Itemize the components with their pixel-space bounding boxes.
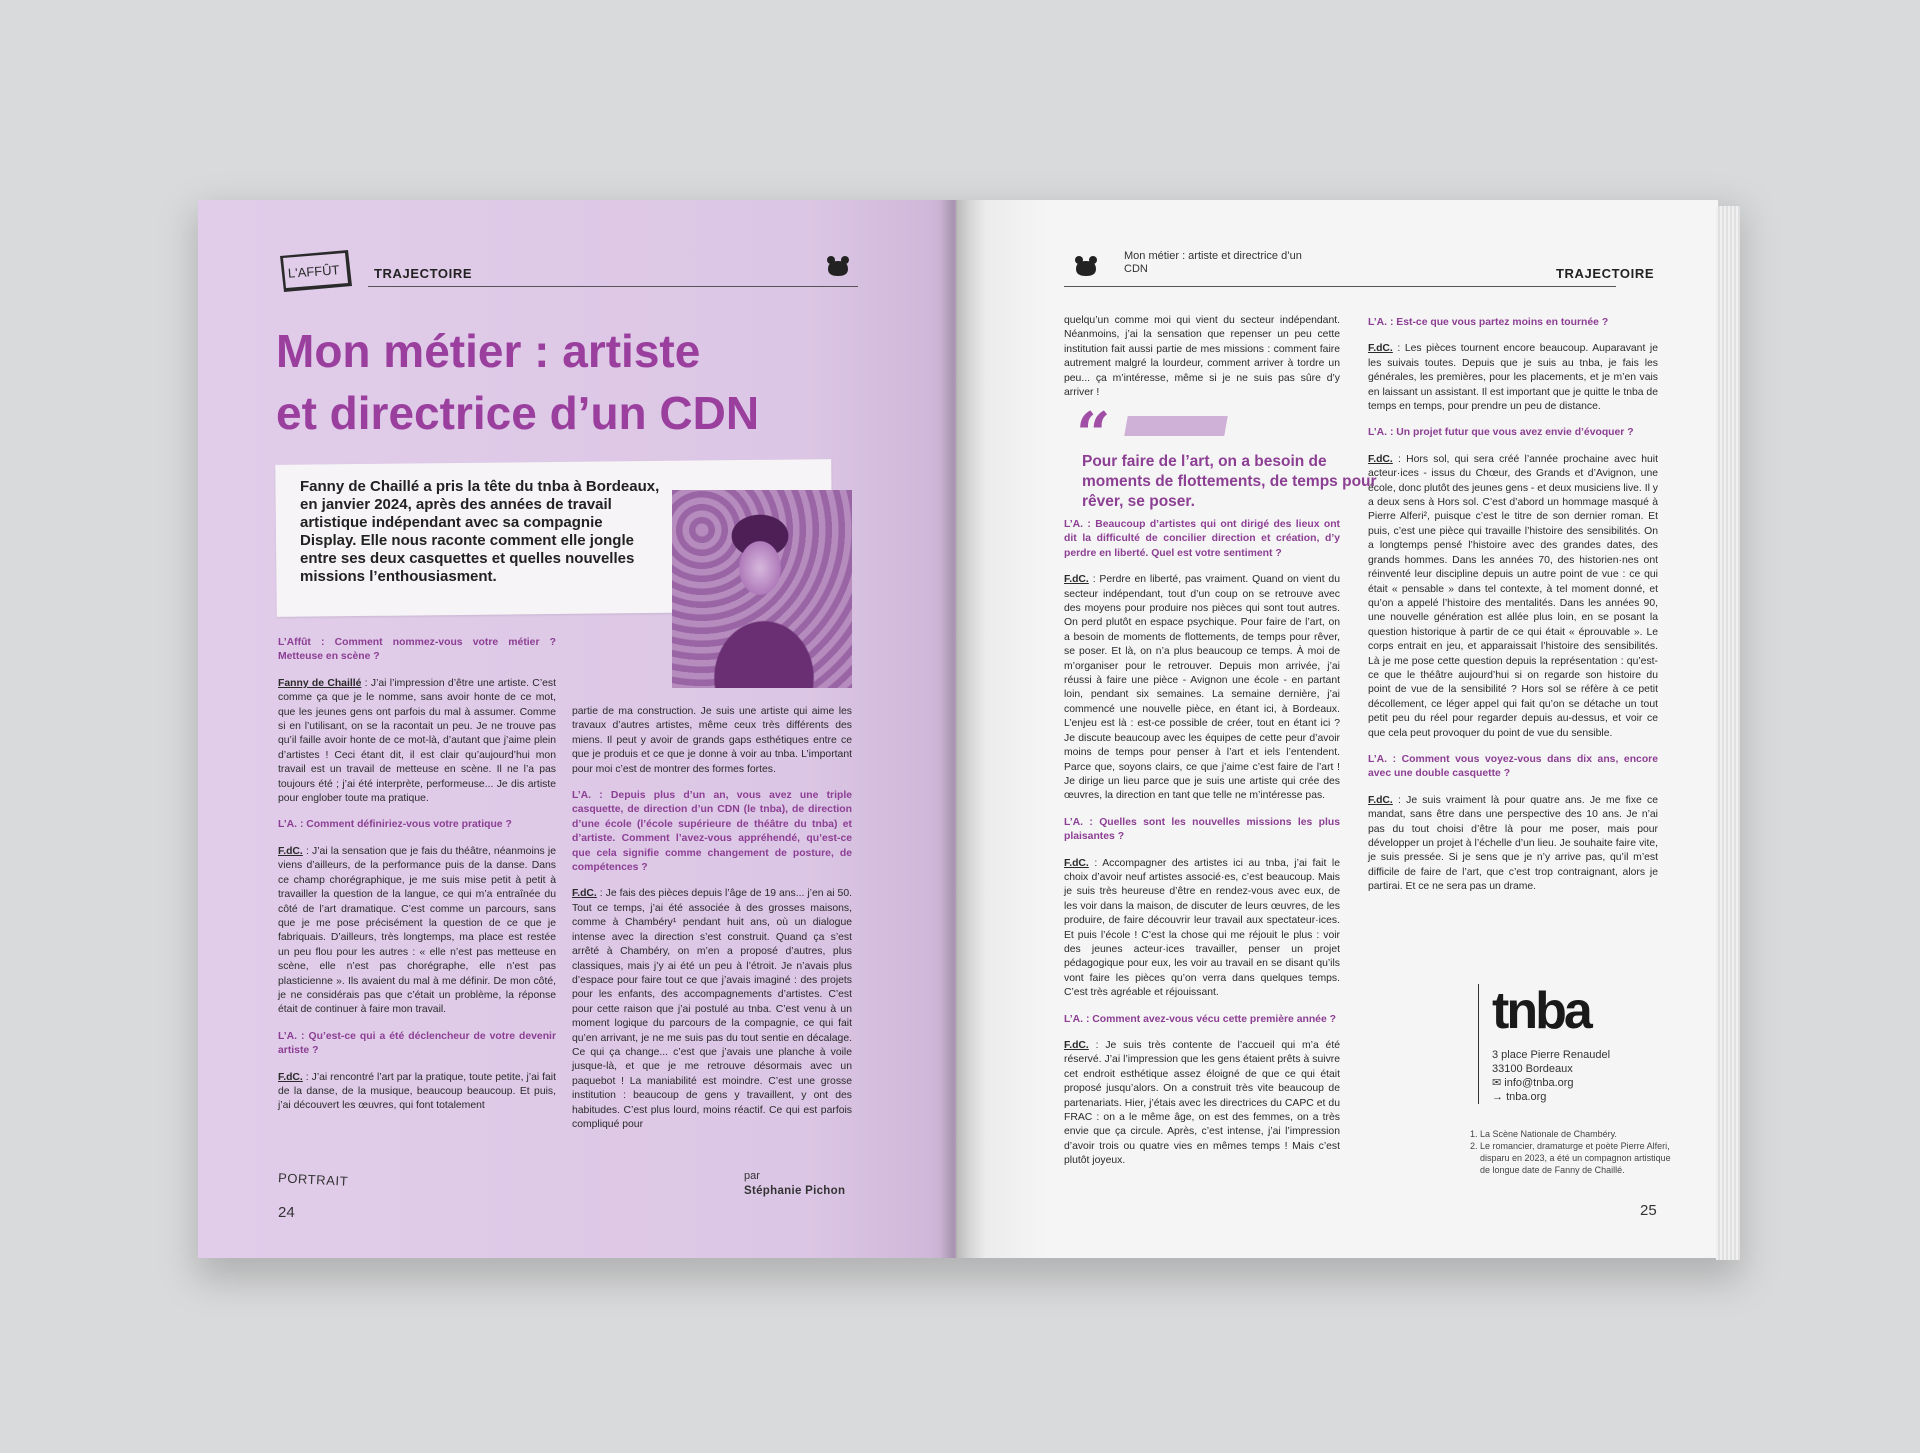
speaker: F.dC. (1064, 1040, 1089, 1051)
left-column-1 (278, 636, 556, 1126)
answer: : J’ai rencontré l’art par la pratique, toute petite, j’ai fait de la danse, de la musique, beaucoup beaucoup. Et puis, j’ai découvert les œuvres, qui font totalement (278, 1071, 556, 1112)
question: L’A. : Quelles sont les nouvelles missions les plus plaisantes ? (1064, 816, 1340, 843)
question: L’A. : Comment vous voyez-vous dans dix ans, encore avec une double casquette ? (1368, 753, 1658, 780)
portrait-photo (672, 490, 852, 688)
address-rule (1478, 984, 1479, 1104)
by-label: par (744, 1170, 760, 1182)
quote-icon: “ (1076, 400, 1111, 470)
footer-label: PORTRAIT (277, 1170, 349, 1189)
author-name: Stéphanie Pichon (744, 1185, 846, 1197)
right-column-1-top (1064, 314, 1340, 412)
speaker: F.dC. (278, 1071, 303, 1083)
answer: : Hors sol, qui sera créé l’année prochaine avec huit acteur·ices - issus du Chœur, des Grands et d’Avignon, une école, donc plutôt des jeunes gens - et deux musiciens live. Il y a deux sens à Hors sol. C’est d’abord un hommage masqué à Pierre Alferi², puisque c’est le titre de son dernier roman. Et puis, c’est une pièce qui travaille l’histoire des sensibilités. On a longtemps pensé l’histoire avec des grandes dates, des grands hommes. Dans les années 70, des historien·nes ont réinventé leur discipline depuis un autre point de vue : ce qui était « pensable » dans tel contexte, à tel moment donné, et qu’on a appelé l’histoire des mentalités. Dans les années 90, une nouvelle génération est allée plus loin, en se posant la question historique à partir de ce qui était « éprouvable ». Le corps entrait en jeu, et apparaissait l’histoire des sensibilités. Là je me pose cette question depuis la représentation : qu’est-ce que le théâtre aujourd’hui si on regarde son histoire du point de vue de la sensibilité ? Hors sol se réfère à ce petit décollement, ce léger appel qui fait qu’on se détache un tout petit peu du réel pour regarder depuis au-dessus, et voir ce que cela peut provoquer du point de vue du sensible. (1368, 453, 1658, 739)
answer: : Perdre en liberté, pas vraiment. Quand on vient du secteur indépendant, tout d’un coup on se retrouve avec des moyens pour produire nos pièces qui sont tout autres. On perd plutôt en espace psychique. Pour faire de l’art, on a besoin de moments de flottements, de temps pour rêver, se poser. Et là, on n’a plus beaucoup ce temps. À moi de m’organiser pour le retrouver. Depuis mon arrivée, j’ai réussi à faire une pièce - Avignon une école - en partant loin, pendant six semaines. La semaine dernière, j’ai commencé une nouvelle pièce, en étant ici, à Bordeaux. L’enjeu est là : est-ce possible de créer, tout en étant ici ? Je discute beaucoup avec les équipes de cette peur d’avoir moins de temps pour penser à l’art et iels l’entendent. Parce que, soyons clairs, ce que j’aime c’est faire de l’art ! Je dirige un lieu parce que je suis une artiste qui crée des œuvres, la direction en tant que telle ne m’intéresse pas. (1064, 574, 1340, 802)
section-label: TRAJECTOIRE (1556, 266, 1655, 281)
spine (940, 200, 970, 1258)
answer: : Accompagner des artistes ici au tnba, j’ai fait le choix d’avoir neuf artistes associé·es, c’est beaucoup. Mais je suis très heureuse d’être en rendez-vous avec eux, de les voir dans la maison, de discuter de leurs œuvres, de les produire, de faire découvrir leur travail aux spectateur·ices. Et puis l’école ! C’est la chose qui me réjouit le plus : voir des jeunes acteur·ices travailler, penser un projet pédagogique pour eux, les voir au travail en se disant qu’ils vont faire les pièces qu’on verra dans quelques temps. C’est très agréable et réjouissant. (1064, 857, 1340, 999)
article-title (276, 320, 876, 444)
paragraph: partie de ma construction. Je suis une artiste qui aime les travaux d’autres artistes, même ceux très différents des miens. Il peut y avoir de grands gaps esthétiques entre ce que je produis et ce que je donne à voir au tnba. L’important pour moi c’est de montrer des formes fortes. (572, 706, 852, 775)
question: L’A. : Comment définiriez-vous votre pratique ? (278, 819, 512, 831)
question: L’A. : Est-ce que vous partez moins en tournée ? (1368, 317, 1609, 328)
question: L’A. : Qu’est-ce qui a été déclencheur de votre devenir artiste ? (278, 1030, 556, 1057)
question: L’A. : Depuis plus d’un an, vous avez une triple casquette, de direction d’un CDN (le tnba), de direction d’une école (l’école supérieure de théâtre du tnba) et d’artiste. Comment l’avez-vous appréhendé, qu’est-ce que cela signifie comme changement de posture, de compétences ? (572, 790, 852, 874)
speaker: Fanny de Chaillé (278, 677, 362, 689)
left-column-2 (572, 705, 852, 1144)
speaker: F.dC. (1368, 794, 1393, 806)
address-line-1: 3 place Pierre Renaudel (1492, 1049, 1611, 1061)
running-title: Mon métier : artiste et directrice d’un CDN (1124, 250, 1302, 275)
answer: : Je suis vraiment là pour quatre ans. Je me fixe ce mandat, sans être dans une perspective des 10 ans. Je n’ai pas du tout choisi d’être là pour me poser, mais pour développer un projet à l’échelle d’un lieu. Je souhaite faire vite, je suis pressée. Si je sens que je n’y arrive pas, qu’il m’est difficile de faire de l’art, que c’est trop contraignant, alors je partirai. Et ce ne sera pas un drame. (1368, 794, 1658, 893)
address-line-2: 33100 Bordeaux (1492, 1063, 1573, 1075)
speaker: F.dC. (1064, 574, 1089, 586)
arrow-right-icon: → (1492, 1091, 1507, 1103)
email-link[interactable]: info@tnba.org (1504, 1077, 1574, 1089)
footnote: 1. La Scène Nationale de Chambéry. (1480, 1128, 1676, 1140)
answer: : Les pièces tournent encore beaucoup. Auparavant je les suivais toutes. Depuis que je suis au tnba, je fais les générales, les premières, pour les placements, et je m’en vais en laissant un assistant. Il est important que je quitte le tnba de temps en temps, pour prendre un peu de distance. (1368, 343, 1658, 413)
question: L’Affût : Comment nommez-vous votre métier ? Metteuse en scène ? (278, 637, 556, 663)
bear-head-icon (1074, 255, 1098, 277)
speaker: F.dC. (1064, 857, 1089, 869)
bear-head-icon (826, 255, 850, 277)
intro-text: Fanny de Chaillé a pris la tête du tnba à Bordeaux, en janvier 2024, après des années de travail artistique indépendant avec sa compagnie Display. Elle nous raconte comment elle jongle entre ses deux casquettes et quelles nouvelles missions l’enthousiasment. (300, 478, 660, 585)
right-column-1 (1064, 518, 1340, 1181)
laffut-logo (276, 250, 356, 294)
question: L’A. : Comment avez-vous vécu cette première année ? (1064, 1013, 1336, 1025)
paragraph: quelqu’un comme moi qui vient du secteur indépendant. Néanmoins, j’ai la sensation que repenser un peu cette institution fait aussi partie de mes missions : comment faire autrement malgré la lourdeur, comment arriver à tordre un peu... ça m’intéresse, même si je ne suis pas sûre d’y arriver ! (1064, 315, 1340, 399)
page-number-right: 25 (1640, 1202, 1657, 1219)
left-page (198, 200, 960, 1258)
web-link[interactable]: tnba.org (1506, 1091, 1547, 1103)
pull-quote: Pour faire de l’art, on a besoin de moments de flottements, de temps pour rêver, se poser. (1082, 453, 1377, 510)
answer: : J’ai l’impression d’être une artiste. C’est comme ça que je le nomme, sans avoir honte de ce mot, que les jeunes gens ont parfois du mal à assumer. Comme si en l’utilisant, on se la racontait un peu. Je ne trouve pas qu’il faille avoir honte de ce mot-là, d’autant que j’aime plein d’artistes ! Ceci étant dit, il est clair qu’aujourd’hui mon travail est un travail de metteuse en scène. Il ne l’a pas toujours été ; j’ai été interprète, performeuse... Je dis artiste pour englober toute ma pratique. (278, 677, 556, 805)
page-edges (1716, 206, 1740, 1260)
answer: : Je fais des pièces depuis l’âge de 19 ans... j’en ai 50. Tout ce temps, j’ai été associée à des grosses maisons, comme à Chambéry¹ pendant huit ans, où un dialogue intense avec la direction s’est construit. Quand ça s’est arrêté à Chambéry, on m’en a proposé d’autres, plus classiques, mais j’y ai été un peu à l’étroit. Je n’avais plus d’espace pour faire tout ce que j’avais imaginé : des projets pour les enfants, des accompagnements d’artistes. C’est pour cette raison que j’ai postulé au tnba. C’est venu à un moment logique du parcours de la compagnie, ce qui fait qu’en arrivant, je ne me suis pas du tout sentie en décalage. Ce qui ça change... c’est que j’avais une planche à voile jusque-là, et que je me retrouve désormais avec un paquebot ! La maniabilité est moindre. C’est une grosse institution : beaucoup de gens y travaillent, y ont des habitudes. C’est plus lourd, moins réactif. Ce qui est parfois compliqué pour (572, 888, 852, 1130)
title-line-2: et directrice d’un CDN (276, 382, 769, 444)
footnotes (1466, 1128, 1676, 1176)
mail-icon: ✉ (1492, 1077, 1505, 1089)
title-line-1: Mon métier : artiste (276, 320, 710, 382)
speaker: F.dC. (1368, 453, 1393, 465)
footnote: 2. Le romancier, dramaturge et poète Pierre Alferi, disparu en 2023, a été un compagnon artistique de longue date de Fanny de Chaillé. (1480, 1140, 1676, 1176)
tnba-logo: tnba (1492, 982, 1590, 1040)
header-rule (368, 286, 858, 287)
email-line (1492, 1076, 1574, 1090)
answer: : Je suis très contente de l’accueil qui m’a été réservé. J’ai l’impression que les gens étaient prêts à suivre cet endroit esthétique assez éloigné de que ce qui était proposé jusqu’alors. On a construit très vite beaucoup de partenariats. Hier, j’étais avec les directrices du CAPC et du FRAC : on a le même âge, on est des femmes, on a très envie que ça circule. Après, c’est intense, j’ai l’impression d’avoir trois ou quatre vies en mêmes temps ! Mais c’est plutôt joyeux. (1064, 1040, 1340, 1167)
web-line (1492, 1090, 1546, 1104)
quote-bar (1124, 416, 1228, 436)
laffut-logo-text: L'AFFÛT (287, 262, 340, 281)
header-rule (1064, 286, 1616, 287)
right-page (956, 200, 1718, 1258)
speaker: F.dC. (572, 888, 597, 900)
section-label: TRAJECTOIRE (374, 266, 473, 281)
question: L’A. : Un projet futur que vous avez envie d’évoquer ? (1368, 427, 1634, 439)
answer: : J’ai la sensation que je fais du théâtre, néanmoins je viens d’ailleurs, de la performance puis de la danse. Dans ce champ chorégraphique, je me suis mise petit à petit à travailler la question de la langue, ce qui m’a entraînée du côté de l’art dramatique. C’est comme un parcours, sans que je me pose précisément la question de ce que je fabriquais. D’ailleurs, très longtemps, ma place est restée un peu flou pour les autres : « elle n’est pas metteuse en scène, elle n’est pas chorégraphe, elle n’est pas plasticienne ». Ils avaient du mal à me définir. De mon côté, je ne considérais pas que c’était un problème, la réponse était de continuer à faire mon travail. (278, 845, 556, 1016)
speaker: F.dC. (278, 845, 303, 857)
question: L’A. : Beaucoup d’artistes qui ont dirigé des lieux ont dit la difficulté de concilier direction et création, d’y perdre en liberté. Quel est votre sentiment ? (1064, 519, 1340, 559)
speaker: F.dC. (1368, 343, 1393, 355)
right-column-2 (1368, 316, 1658, 907)
page-number-left: 24 (278, 1204, 295, 1221)
